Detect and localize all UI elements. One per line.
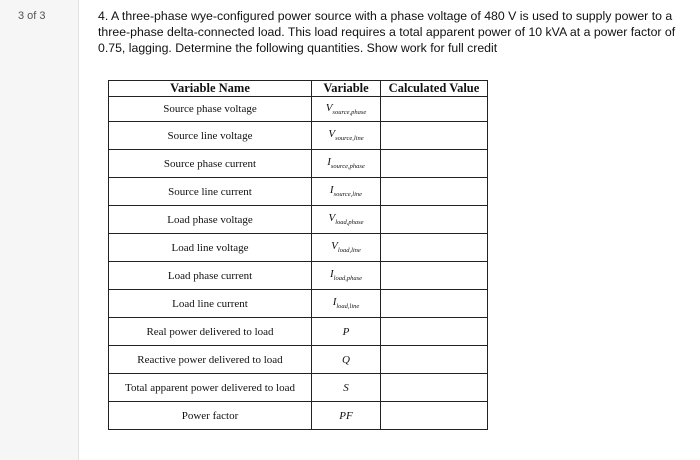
- header-calculated-value: Calculated Value: [381, 81, 488, 97]
- header-variable: Variable: [312, 81, 381, 97]
- table-row: [109, 178, 488, 206]
- table-row: [109, 206, 488, 234]
- calculated-value-cell[interactable]: [381, 122, 488, 150]
- variable-name-cell: Load phase current: [109, 262, 312, 290]
- page-sidebar: [0, 0, 79, 460]
- variable-subscript: source,phase: [330, 163, 365, 171]
- calculated-value-cell[interactable]: [381, 290, 488, 318]
- variable-symbol: I: [329, 184, 334, 197]
- variable-symbol-cell: [312, 178, 381, 206]
- calculated-value-cell[interactable]: [381, 178, 488, 206]
- calculated-value-cell[interactable]: [381, 97, 488, 122]
- calculated-value-cell[interactable]: [381, 318, 488, 346]
- variable-subscript: source,line: [333, 191, 363, 199]
- variable-symbol-cell: [312, 402, 381, 430]
- variable-symbol-cell: [312, 374, 381, 402]
- table-row: [109, 234, 488, 262]
- variable-symbol-cell: [312, 346, 381, 374]
- table-row: [109, 97, 488, 122]
- variable-name-cell: Power factor: [109, 402, 312, 430]
- variable-subscript: source,line: [335, 135, 364, 143]
- variable-symbol: I: [332, 296, 337, 309]
- variable-symbol: Q: [342, 353, 350, 366]
- table-body: [109, 97, 488, 430]
- table-row: [109, 318, 488, 346]
- variable-name-cell: Source line current: [109, 178, 312, 206]
- variable-symbol-cell: [312, 234, 381, 262]
- calculated-value-cell[interactable]: [381, 262, 488, 290]
- variable-symbol: V: [325, 101, 333, 114]
- variable-symbol-cell: [312, 290, 381, 318]
- variable-name-cell: Load phase voltage: [109, 206, 312, 234]
- variable-symbol: PF: [339, 409, 353, 422]
- variable-subscript: load,line: [336, 303, 360, 311]
- variable-name-cell: Source line voltage: [109, 122, 312, 150]
- variable-symbol-cell: [312, 97, 381, 122]
- table-header-row: [109, 81, 488, 97]
- calculated-value-cell[interactable]: [381, 402, 488, 430]
- table-row: [109, 122, 488, 150]
- table-row: [109, 402, 488, 430]
- table-row: [109, 346, 488, 374]
- calculated-value-cell[interactable]: [381, 150, 488, 178]
- variable-symbol-cell: [312, 262, 381, 290]
- table-row: [109, 150, 488, 178]
- variable-name-cell: Load line current: [109, 290, 312, 318]
- header-variable-name: Variable Name: [109, 81, 312, 97]
- variable-name-cell: Reactive power delivered to load: [109, 346, 312, 374]
- variable-symbol: V: [331, 240, 338, 253]
- variable-name-cell: Real power delivered to load: [109, 318, 312, 346]
- table-row: [109, 374, 488, 402]
- calculated-value-cell[interactable]: [381, 206, 488, 234]
- variable-symbol: V: [328, 212, 336, 225]
- variable-symbol: P: [342, 325, 350, 338]
- variable-subscript: load,phase: [335, 219, 364, 227]
- calculated-value-cell[interactable]: [381, 374, 488, 402]
- calculated-value-cell[interactable]: [381, 346, 488, 374]
- table-row: [109, 262, 488, 290]
- variable-symbol-cell: [312, 318, 381, 346]
- question-text: 4. A three-phase wye-configured power source with a phase voltage of 480 V is used to supply power to a three-phase delta-connected load. This load requires a total apparent power of 10 kVA at a power factor of 0.75, lagging. Determine the following quantities. Show work for full credit: [98, 9, 676, 55]
- variable-name-cell: Load line voltage: [109, 234, 312, 262]
- variable-symbol-cell: [312, 122, 381, 150]
- variable-subscript: load,phase: [333, 275, 363, 283]
- variable-symbol-cell: [312, 206, 381, 234]
- variable-name-cell: Source phase voltage: [109, 97, 312, 122]
- calculated-value-cell[interactable]: [381, 234, 488, 262]
- variable-symbol: S: [343, 381, 349, 394]
- page-indicator: 3 of 3: [18, 10, 46, 22]
- variable-name-cell: Total apparent power delivered to load: [109, 374, 312, 402]
- variable-subscript: source,phase: [332, 109, 367, 117]
- variable-symbol: I: [329, 268, 334, 281]
- variable-symbol: I: [327, 156, 331, 169]
- variable-subscript: load,line: [337, 247, 361, 255]
- table-row: [109, 290, 488, 318]
- variable-name-cell: Source phase current: [109, 150, 312, 178]
- variable-symbol: V: [328, 128, 336, 141]
- variables-table: [108, 80, 488, 430]
- variable-symbol-cell: [312, 150, 381, 178]
